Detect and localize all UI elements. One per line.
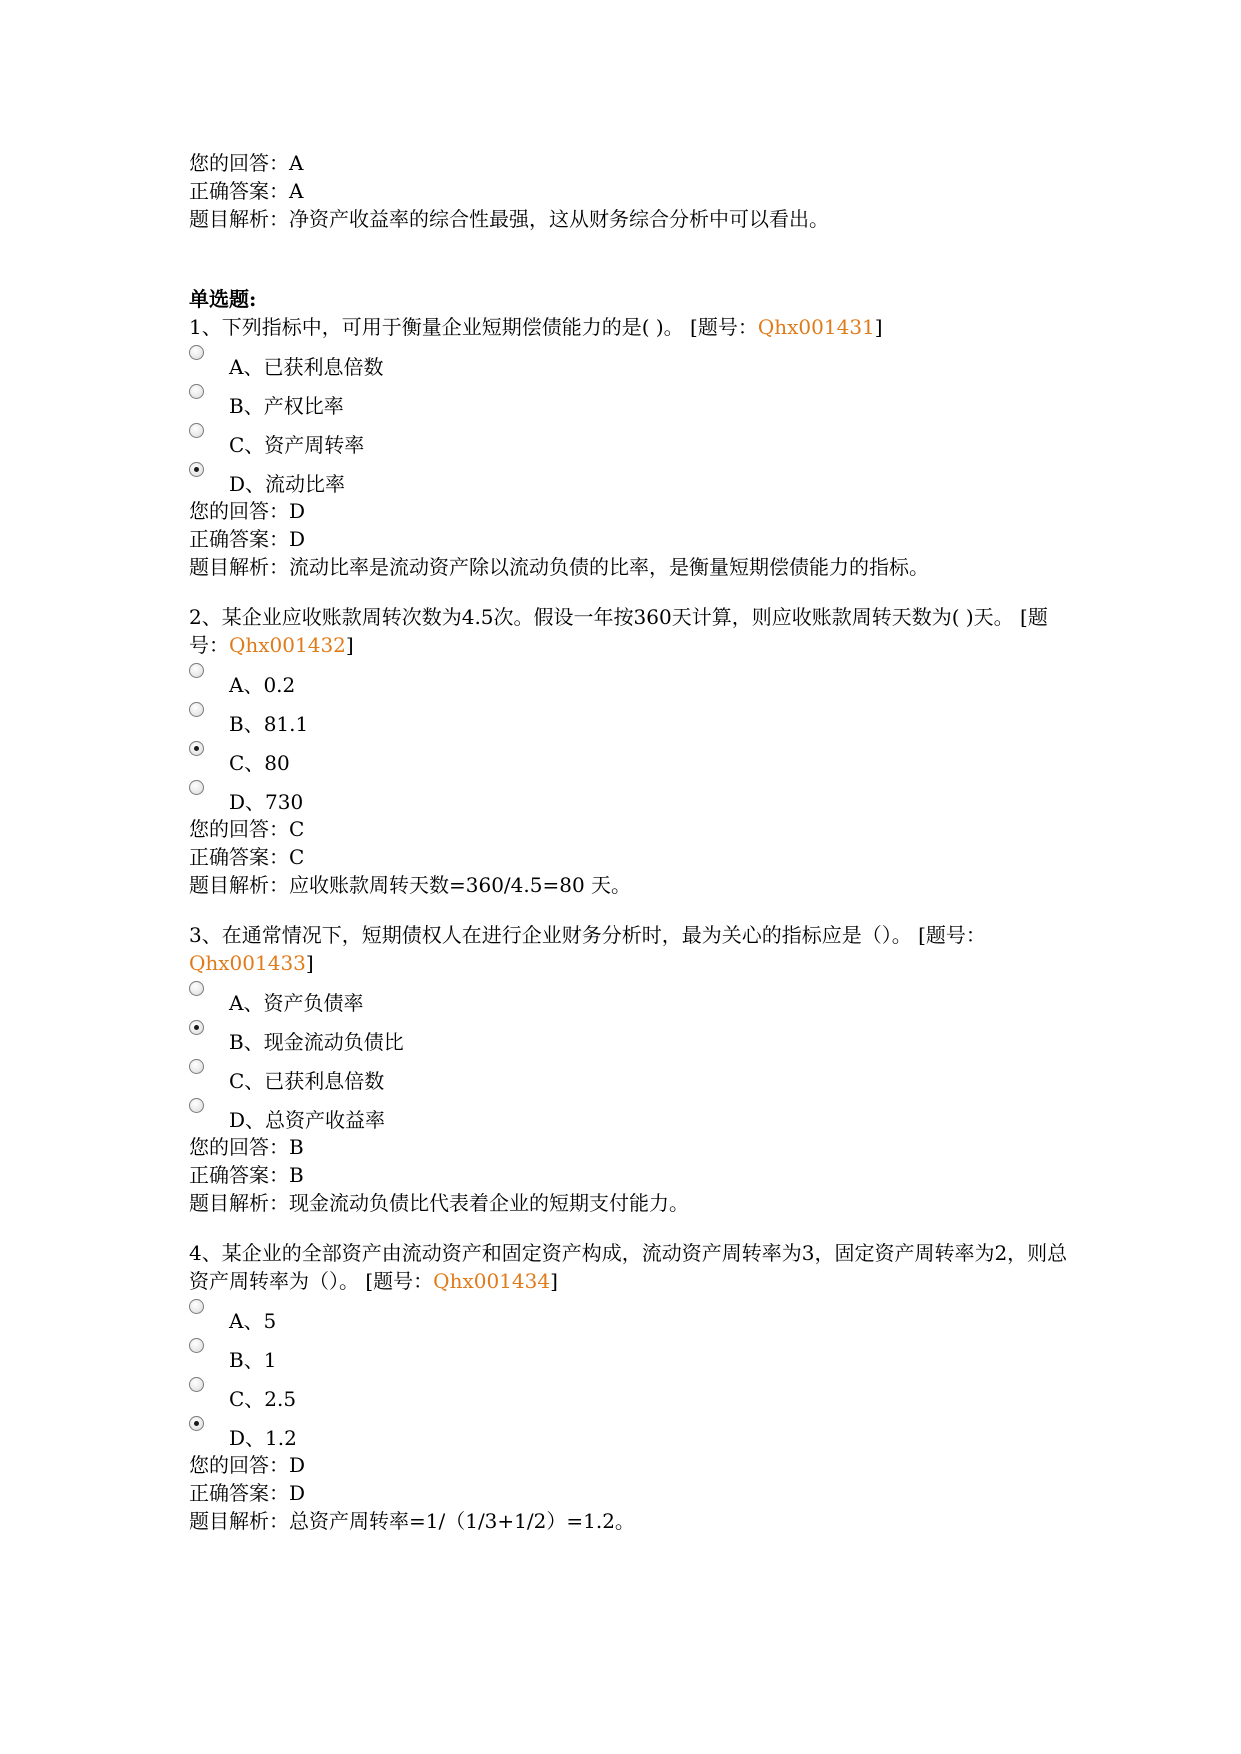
radio-icon[interactable] bbox=[189, 1299, 204, 1314]
option-label: C、资产周转率 bbox=[229, 433, 365, 457]
radio-icon[interactable] bbox=[189, 1377, 204, 1392]
answer-option[interactable] bbox=[189, 1334, 1069, 1373]
answer-analysis: 题目解析：流动比率是流动资产除以流动负债的比率，是衡量短期偿债能力的指标。 bbox=[189, 555, 929, 579]
question-id: Qhx001432 bbox=[229, 633, 346, 657]
prev-your-answer: 您的回答：A bbox=[189, 151, 304, 175]
answer-option[interactable] bbox=[189, 1412, 1069, 1451]
option-label: D、流动比率 bbox=[229, 472, 346, 496]
option-label: D、1.2 bbox=[229, 1426, 297, 1450]
answer-option[interactable] bbox=[189, 341, 1069, 380]
question-block bbox=[189, 313, 1069, 603]
answer-option[interactable] bbox=[189, 1016, 1069, 1055]
answer-option[interactable] bbox=[189, 458, 1069, 497]
option-label: B、1 bbox=[229, 1348, 277, 1372]
radio-icon[interactable] bbox=[189, 663, 204, 678]
radio-icon[interactable] bbox=[189, 423, 204, 438]
section-title: 单选题: bbox=[189, 287, 257, 311]
option-label: B、81.1 bbox=[229, 712, 309, 736]
radio-selected-icon[interactable] bbox=[189, 1020, 204, 1035]
radio-selected-icon[interactable] bbox=[189, 462, 204, 477]
answer-option[interactable] bbox=[189, 659, 1069, 698]
option-label: D、730 bbox=[229, 790, 304, 814]
your-answer: 您的回答：D bbox=[189, 1453, 306, 1477]
your-answer: 您的回答：B bbox=[189, 1135, 304, 1159]
radio-icon[interactable] bbox=[189, 780, 204, 795]
your-answer: 您的回答：D bbox=[189, 499, 306, 523]
question-block bbox=[189, 1239, 1069, 1535]
answer-option[interactable] bbox=[189, 776, 1069, 815]
radio-icon[interactable] bbox=[189, 384, 204, 399]
option-label: A、0.2 bbox=[229, 673, 296, 697]
radio-icon[interactable] bbox=[189, 1338, 204, 1353]
answer-option[interactable] bbox=[189, 977, 1069, 1016]
option-label: A、已获利息倍数 bbox=[229, 355, 384, 379]
radio-selected-icon[interactable] bbox=[189, 1416, 204, 1431]
radio-icon[interactable] bbox=[189, 345, 204, 360]
answer-option[interactable] bbox=[189, 737, 1069, 776]
option-label: D、总资产收益率 bbox=[229, 1108, 386, 1132]
question-text: 1、下列指标中，可用于衡量企业短期偿债能力的是( )。 [题号：Qhx001431] bbox=[189, 315, 883, 339]
correct-answer: 正确答案：C bbox=[189, 845, 305, 869]
question-block bbox=[189, 921, 1069, 1239]
option-label: A、资产负债率 bbox=[229, 991, 364, 1015]
answer-option[interactable] bbox=[189, 1373, 1069, 1412]
question-text: 2、某企业应收账款周转次数为4.5次。假设一年按360天计算，则应收账款周转天数为( )天。 [题号：Qhx001432] bbox=[189, 605, 1048, 657]
prev-correct-answer: 正确答案：A bbox=[189, 179, 304, 203]
quiz-content bbox=[189, 149, 1069, 1535]
question-block bbox=[189, 603, 1069, 921]
answer-option[interactable] bbox=[189, 1055, 1069, 1094]
radio-icon[interactable] bbox=[189, 1098, 204, 1113]
answer-option[interactable] bbox=[189, 698, 1069, 737]
question-text: 3、在通常情况下，短期债权人在进行企业财务分析时，最为关心的指标应是（）。 [题号：Qhx001433] bbox=[189, 923, 986, 975]
radio-icon[interactable] bbox=[189, 981, 204, 996]
answer-analysis: 题目解析：应收账款周转天数=360/4.5=80 天。 bbox=[189, 873, 632, 897]
radio-icon[interactable] bbox=[189, 702, 204, 717]
question-id: Qhx001434 bbox=[433, 1269, 551, 1293]
answer-option[interactable] bbox=[189, 1094, 1069, 1133]
question-text: 4、某企业的全部资产由流动资产和固定资产构成，流动资产周转率为3，固定资产周转率为2，则总资产周转率为（）。 [题号：Qhx001434] bbox=[189, 1241, 1068, 1293]
answer-option[interactable] bbox=[189, 380, 1069, 419]
radio-icon[interactable] bbox=[189, 1059, 204, 1074]
option-label: B、产权比率 bbox=[229, 394, 344, 418]
radio-selected-icon[interactable] bbox=[189, 741, 204, 756]
option-label: C、80 bbox=[229, 751, 290, 775]
option-label: B、现金流动负债比 bbox=[229, 1030, 404, 1054]
correct-answer: 正确答案：D bbox=[189, 1481, 306, 1505]
correct-answer: 正确答案：B bbox=[189, 1163, 304, 1187]
option-label: C、已获利息倍数 bbox=[229, 1069, 385, 1093]
question-list bbox=[189, 313, 1069, 1535]
question-id: Qhx001431 bbox=[757, 315, 875, 339]
your-answer: 您的回答：C bbox=[189, 817, 305, 841]
correct-answer: 正确答案：D bbox=[189, 527, 306, 551]
question-id: Qhx001433 bbox=[189, 951, 306, 975]
option-label: C、2.5 bbox=[229, 1387, 297, 1411]
prev-analysis: 题目解析：净资产收益率的综合性最强，这从财务综合分析中可以看出。 bbox=[189, 207, 829, 231]
answer-analysis: 题目解析：总资产周转率=1/（1/3+1/2）=1.2。 bbox=[189, 1509, 635, 1533]
answer-option[interactable] bbox=[189, 1295, 1069, 1334]
answer-option[interactable] bbox=[189, 419, 1069, 458]
option-label: A、5 bbox=[229, 1309, 277, 1333]
answer-analysis: 题目解析：现金流动负债比代表着企业的短期支付能力。 bbox=[189, 1191, 689, 1215]
